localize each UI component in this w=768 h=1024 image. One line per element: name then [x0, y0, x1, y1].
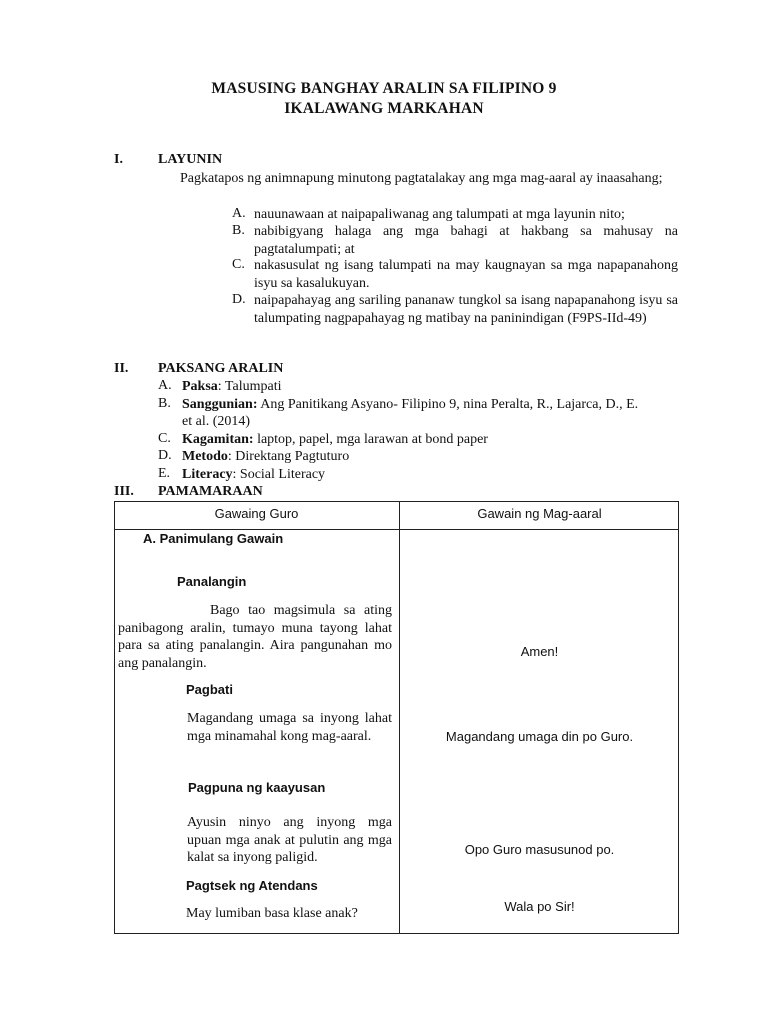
table-header-student: Gawain ng Mag-aaral [477, 506, 602, 521]
pagbati-student-text: Magandang umaga din po Guro. [445, 729, 634, 744]
section-3-heading: PAMAMARAAN [158, 484, 263, 499]
objective-letter: D. [232, 292, 246, 307]
table-column-divider [399, 501, 400, 934]
topic-label: Kagamitan: [182, 432, 254, 447]
topic-value: : Direktang Pagtuturo [227, 449, 350, 464]
objective-text: naipapahayag ang sariling pananaw tungkol sa isang napapanahong isyu sa talumpating nagpapahayag ng matibay na paninindigan (F9PS-IId-49) [254, 293, 678, 326]
topic-value: : Talumpati [217, 379, 282, 394]
atendans-heading: Pagtsek ng Atendans [186, 878, 318, 893]
objective-letter: A. [232, 206, 246, 221]
document-title: MASUSING BANGHAY ARALIN SA FILIPINO 9 [211, 80, 557, 97]
table-header-divider [114, 529, 679, 530]
topic-label: Metodo [182, 449, 228, 464]
pagpuna-student-text: Opo Guro masusunod po. [464, 842, 615, 857]
document-subtitle: IKALAWANG MARKAHAN [284, 100, 484, 117]
topic-label: Paksa [182, 379, 218, 394]
topic-letter: D. [158, 448, 172, 463]
pagpuna-heading: Pagpuna ng kaayusan [188, 780, 326, 795]
topic-value: laptop, papel, mga larawan at bond paper [253, 432, 488, 447]
topic-value: : Social Literacy [232, 467, 326, 482]
topic-label: Sanggunian: [182, 397, 258, 412]
section-2-heading: PAKSANG ARALIN [158, 361, 284, 376]
section-1-number: I. [114, 152, 123, 167]
topic-item [182, 396, 682, 414]
topic-letter: A. [158, 378, 172, 393]
atendans-student-text: Wala po Sir! [504, 899, 575, 914]
section-3-number: III. [114, 484, 134, 499]
topic-letter: B. [158, 396, 171, 411]
objective-letter: B. [232, 223, 245, 238]
pagpuna-teacher-text: Ayusin ninyo ang inyong mga upuan mga anak at pulutin ang mga kalat sa inyong paligid. [187, 815, 392, 865]
topic-value-continued: et al. (2014) [182, 414, 251, 429]
table-header-teacher: Gawaing Guro [214, 506, 299, 521]
section-2-number: II. [114, 361, 129, 376]
pagbati-teacher-text: Magandang umaga sa inyong lahat mga minamahal kong mag-aaral. [187, 711, 392, 744]
section-1-heading: LAYUNIN [158, 152, 223, 167]
objective-text: nabibigyang halaga ang mga bahagi at hakbang sa mahusay na pagtatalumpati; at [254, 224, 678, 257]
topic-item [182, 466, 325, 484]
topic-item [182, 431, 488, 449]
topic-letter: E. [158, 466, 171, 481]
part-heading: A. Panimulang Gawain [143, 531, 284, 546]
topic-label: Literacy [182, 467, 233, 482]
panalangin-student-text: Amen! [520, 644, 559, 659]
topic-value: Ang Panitikang Asyano- Filipino 9, nina Peralta, R., Lajarca, D., E. [257, 397, 639, 412]
topic-letter: C. [158, 431, 171, 446]
topic-item [182, 448, 349, 466]
topic-item [182, 378, 282, 396]
objective-text: nauunawaan at naipapaliwanag ang talumpati at mga layunin nito; [254, 207, 625, 222]
panalangin-teacher-text: Bago tao magsimula sa ating panibagong aralin, tumayo muna tayong lahat para sa ating panalangin. Aira pangunahan mo ang panalangin. [118, 603, 392, 671]
atendans-teacher-text: May lumiban basa klase anak? [186, 906, 358, 921]
objective-text: nakasusulat ng isang talumpati na may kaugnayan sa mga napapanahong isyu sa kasalukuyan. [254, 258, 678, 291]
panalangin-heading: Panalangin [177, 574, 247, 589]
section-1-intro: Pagkatapos ng animnapung minutong pagtatalakay ang mga mag-aaral ay inaasahang; [180, 171, 663, 186]
objective-letter: C. [232, 257, 245, 272]
pagbati-heading: Pagbati [186, 682, 233, 697]
